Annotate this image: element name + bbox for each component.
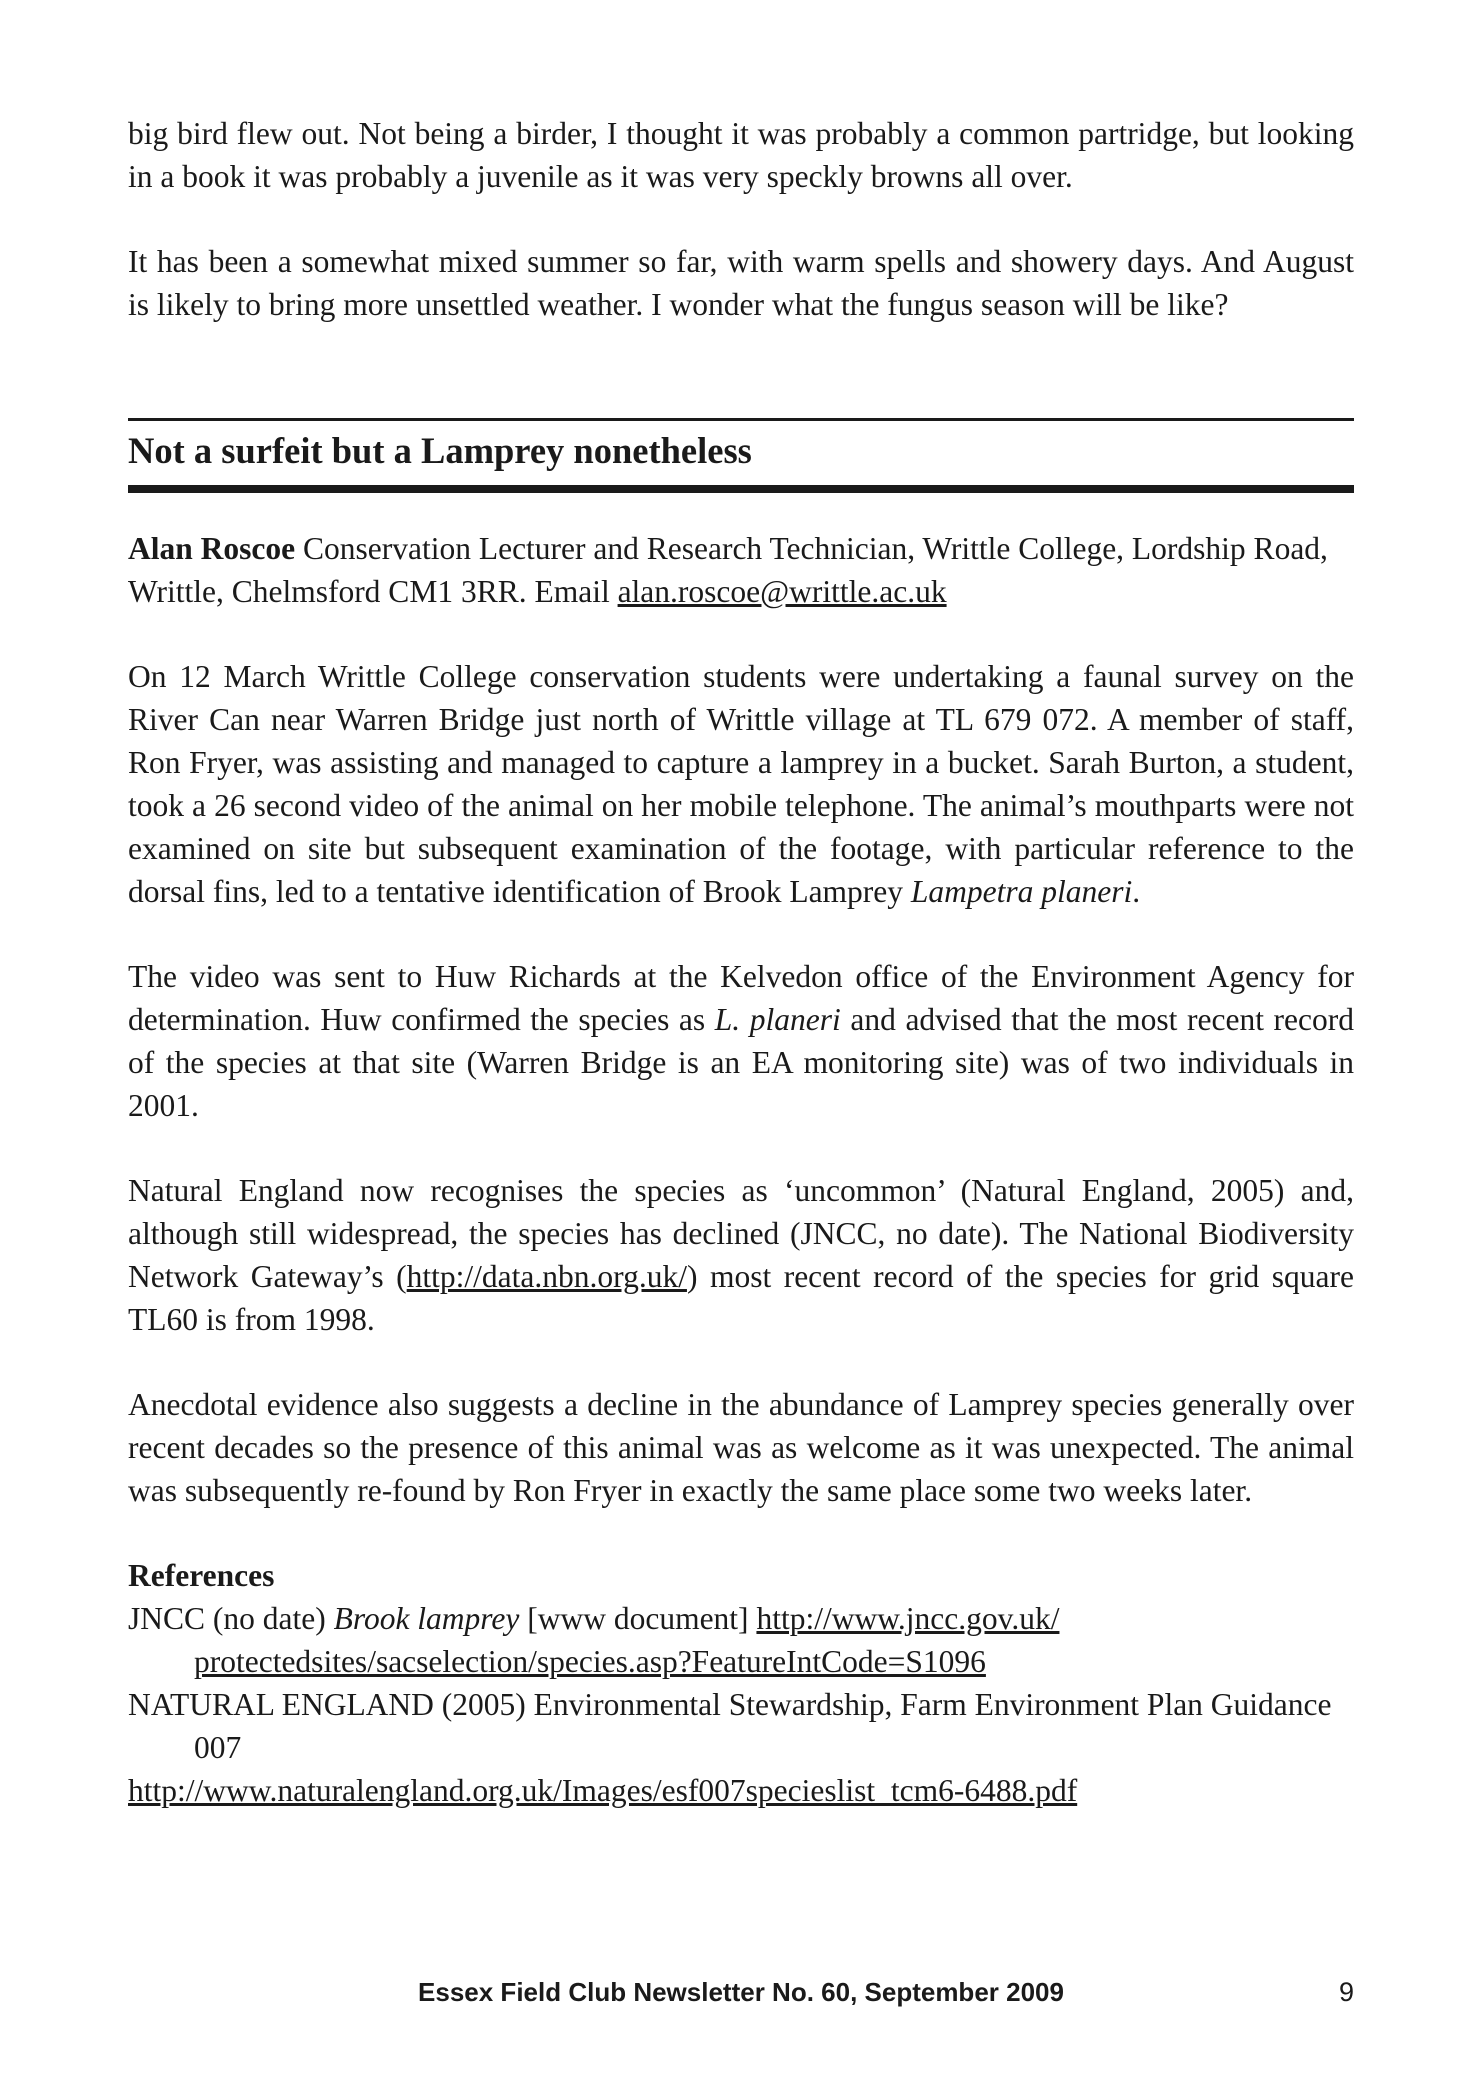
reference-natural-england-link[interactable]: http://www.naturalengland.org.uk/Images/esf007specieslist_tcm6-6488.pdf bbox=[128, 1773, 1078, 1808]
intro-paragraph-1: big bird flew out. Not being a birder, I thought it was probably a common partridge, but looking in a book it was probably a juvenile as it was very speckly browns all over. bbox=[128, 116, 1354, 194]
footer-title: Essex Field Club Newsletter No. 60, September 2009 bbox=[418, 1977, 1064, 2007]
page-body bbox=[128, 112, 1354, 1812]
article-paragraph-1 bbox=[128, 655, 1354, 913]
article-title: Not a surfeit but a Lamprey nonetheless bbox=[128, 430, 752, 471]
reference-jncc-link-continued[interactable]: protectedsites/sacselection/species.asp?FeatureIntCode=S1096 bbox=[194, 1644, 986, 1679]
page-number: 9 bbox=[1338, 1977, 1354, 2007]
nbn-gateway-link[interactable]: http://data.nbn.org.uk/ bbox=[406, 1259, 687, 1294]
reference-jncc-type: [www document] bbox=[519, 1601, 757, 1636]
article-heading bbox=[128, 418, 1354, 493]
species-name: Lampetra planeri bbox=[910, 874, 1133, 909]
reference-jncc-author: JNCC (no date) bbox=[128, 1601, 334, 1636]
author-affiliation: Conservation Lecturer and Research Technician, Writtle College, Lordship Road, Writtle, Chelmsford CM1 3RR. Email bbox=[128, 531, 1328, 609]
article-paragraph-3-start: Natural England now recognises the species as ‘uncommon’ (Natural England, 2005) and, although still widespread, the species has declined (JNCC, no date). The National Biodiversity Network Gateway’s ( bbox=[128, 1173, 1354, 1294]
article-paragraph-3-end: ) most recent record of the species for grid square TL60 is from 1998. bbox=[128, 1259, 1354, 1337]
author-name: Alan Roscoe bbox=[128, 531, 296, 566]
intro-paragraph-2: It has been a somewhat mixed summer so far, with warm spells and showery days. And August is likely to bring more unsettled weather. I wonder what the fungus season will be like? bbox=[128, 244, 1354, 322]
article-paragraph-2 bbox=[128, 955, 1354, 1127]
article-paragraph-1-end: . bbox=[1132, 874, 1141, 909]
author-email-link[interactable]: alan.roscoe@writtle.ac.uk bbox=[617, 574, 947, 609]
article-paragraph-2-end: and advised that the most recent record of the species at that site (Warren Bridge is an EA monitoring site) was of two individuals in 2001. bbox=[128, 1002, 1354, 1123]
page-footer bbox=[128, 1972, 1354, 2012]
author-line bbox=[128, 527, 1354, 613]
species-abbrev: L. planeri bbox=[714, 1002, 841, 1037]
reference-natural-england-url bbox=[128, 1769, 1354, 1812]
article-paragraph-2-start: The video was sent to Huw Richards at the Kelvedon office of the Environment Agency for determination. Huw confirmed the species as bbox=[128, 959, 1354, 1037]
reference-jncc bbox=[128, 1597, 1354, 1683]
reference-jncc-link[interactable]: http://www.jncc.gov.uk/ bbox=[756, 1601, 1060, 1636]
reference-natural-england: NATURAL ENGLAND (2005) Environmental Stewardship, Farm Environment Plan Guidance 007 bbox=[128, 1687, 1332, 1765]
references-title: References bbox=[128, 1558, 275, 1593]
reference-jncc-title: Brook lamprey bbox=[333, 1601, 520, 1636]
article-paragraph-1-text: On 12 March Writtle College conservation students were undertaking a faunal survey on the River Can near Warren Bridge just north of Writtle village at TL 679 072. A member of staff, Ron Fryer, was assisting and managed to capture a lamprey in a bucket. Sarah Burton, a student, took a 26 second video of the animal on her mobile telephone. The animal’s mouthparts were not examined on site but subsequent examination of the footage, with particular reference to the dorsal fins, led to a tentative identification of Brook Lamprey bbox=[128, 659, 1354, 909]
article-paragraph-4: Anecdotal evidence also suggests a decline in the abundance of Lamprey species generally over recent decades so the presence of this animal was as welcome as it was unexpected. The animal was subsequently re-found by Ron Fryer in exactly the same place some two weeks later. bbox=[128, 1387, 1354, 1508]
article-paragraph-3 bbox=[128, 1169, 1354, 1341]
